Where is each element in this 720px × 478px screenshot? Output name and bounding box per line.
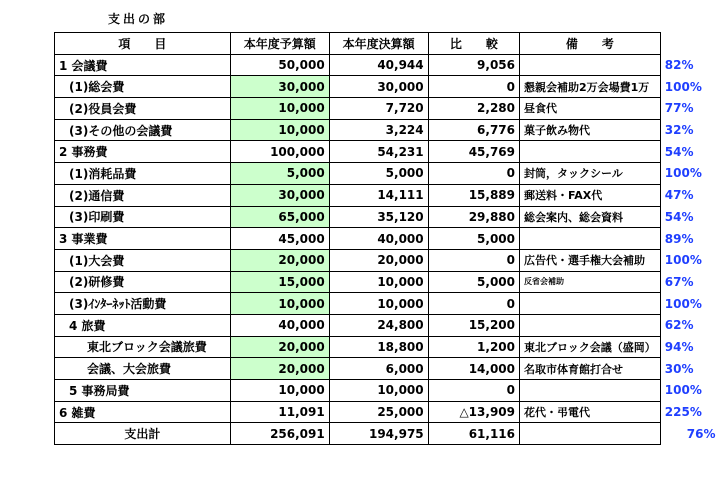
cell-item[interactable]: 2 事務費 [55,141,231,163]
expense-table [54,32,720,445]
cell-diff[interactable]: 0 [428,249,519,271]
cell-diff[interactable]: 45,769 [428,141,519,163]
cell-percent: 82% [664,58,694,73]
cell-diff[interactable]: 1,200 [428,336,519,358]
cell-budget[interactable]: 50,000 [230,54,329,76]
cell-diff[interactable]: △13,909 [428,401,519,423]
cell-note[interactable]: 名取市体育館打合せ [520,358,661,380]
cell-budget[interactable]: 10,000 [230,98,329,120]
table-row [55,228,720,250]
cell-budget[interactable]: 40,000 [230,314,329,336]
cell-item[interactable]: 1 会議費 [55,54,231,76]
table-row [55,206,720,228]
cell-diff[interactable]: 2,280 [428,98,519,120]
cell-note[interactable]: 反省会補助 [520,271,661,293]
table-row [55,98,720,120]
table-row [55,163,720,185]
cell-budget[interactable]: 10,000 [230,380,329,402]
cell-item[interactable]: 会議、大会旅費 [55,358,231,380]
cell-item[interactable]: (2)研修費 [55,271,231,293]
cell-diff[interactable]: 0 [428,293,519,315]
table-row [55,314,720,336]
cell-budget[interactable]: 11,091 [230,401,329,423]
cell-note[interactable]: 菓子飲み物代 [520,119,661,141]
cell-actual[interactable]: 14,111 [329,184,428,206]
cell-item[interactable]: 東北ブロック会議旅費 [55,336,231,358]
cell-percent: 225% [664,405,702,420]
cell-budget[interactable]: 10,000 [230,293,329,315]
cell-actual[interactable]: 24,800 [329,314,428,336]
cell-actual[interactable]: 20,000 [329,249,428,271]
cell-note[interactable] [520,228,661,250]
cell-actual[interactable]: 18,800 [329,336,428,358]
cell-diff[interactable]: 14,000 [428,358,519,380]
cell-actual[interactable]: 194,975 [329,423,428,445]
table-row [55,336,720,358]
cell-item[interactable]: (1)消耗品費 [55,163,231,185]
cell-budget[interactable]: 45,000 [230,228,329,250]
cell-percent: 100% [664,383,702,398]
cell-budget[interactable]: 10,000 [230,119,329,141]
cell-actual[interactable]: 10,000 [329,271,428,293]
table-row [55,141,720,163]
cell-budget[interactable]: 65,000 [230,206,329,228]
cell-percent: 47% [664,188,694,203]
cell-percent: 100% [664,166,702,181]
cell-note[interactable] [520,141,661,163]
cell-actual[interactable]: 54,231 [329,141,428,163]
cell-actual[interactable]: 10,000 [329,293,428,315]
cell-percent: 76% [686,426,716,441]
table-row [55,401,720,423]
cell-item[interactable]: 支出計 [55,423,231,445]
cell-actual[interactable]: 6,000 [329,358,428,380]
table-row [55,249,720,271]
cell-percent: 30% [664,361,694,376]
cell-actual[interactable]: 10,000 [329,380,428,402]
cell-note[interactable]: 懇親会補助2万会場費1万 [520,76,661,98]
cell-percent: 100% [664,79,702,94]
cell-percent: 100% [664,296,702,311]
cell-diff[interactable]: 61,116 [428,423,519,445]
cell-item[interactable]: (3)その他の会議費 [55,119,231,141]
cell-note[interactable]: 広告代・選手権大会補助 [520,249,661,271]
section-title: 支出の部 [108,12,169,26]
header-budget[interactable]: 本年度予算額 [230,33,329,55]
cell-note[interactable]: 東北ブロック会議（盛岡） [520,336,661,358]
cell-diff[interactable]: 5,000 [428,228,519,250]
table-row [55,271,720,293]
cell-note[interactable]: 花代・弔電代 [520,401,661,423]
cell-actual[interactable]: 30,000 [329,76,428,98]
cell-item[interactable]: 6 雑費 [55,401,231,423]
cell-actual[interactable]: 40,944 [329,54,428,76]
cell-item[interactable]: (3)ｲﾝﾀｰﾈｯﾄ活動費 [55,293,231,315]
cell-note[interactable] [520,423,661,445]
cell-item[interactable]: (1)総会費 [55,76,231,98]
cell-percent: 89% [664,231,694,246]
cell-note[interactable] [520,293,661,315]
cell-diff[interactable]: 0 [428,380,519,402]
cell-diff[interactable]: 5,000 [428,271,519,293]
cell-percent: 77% [664,101,694,116]
cell-percent: 54% [664,144,694,159]
cell-diff[interactable]: 15,200 [428,314,519,336]
cell-percent: 62% [664,318,694,333]
cell-note[interactable] [520,314,661,336]
cell-actual[interactable]: 35,120 [329,206,428,228]
cell-item[interactable]: (3)印刷費 [55,206,231,228]
cell-actual[interactable]: 25,000 [329,401,428,423]
cell-budget[interactable]: 30,000 [230,76,329,98]
cell-actual[interactable]: 7,720 [329,98,428,120]
cell-note[interactable]: 郵送料・FAX代 [520,184,661,206]
cell-percent: 54% [664,209,694,224]
cell-item[interactable]: (2)通信費 [55,184,231,206]
cell-diff[interactable]: 0 [428,76,519,98]
table-body [55,54,720,444]
cell-percent: 94% [664,339,694,354]
cell-note[interactable]: 封筒，タックシール [520,163,661,185]
cell-budget[interactable]: 20,000 [230,249,329,271]
table-row [55,358,720,380]
header-diff[interactable]: 比 較 [428,33,519,55]
cell-diff[interactable]: 0 [428,163,519,185]
cell-actual[interactable]: 40,000 [329,228,428,250]
table-row [55,76,720,98]
cell-percent: 32% [664,123,694,138]
cell-item[interactable]: 3 事業費 [55,228,231,250]
cell-budget[interactable]: 15,000 [230,271,329,293]
cell-budget[interactable]: 256,091 [230,423,329,445]
cell-diff[interactable]: 9,056 [428,54,519,76]
cell-budget[interactable]: 20,000 [230,336,329,358]
cell-diff[interactable]: 6,776 [428,119,519,141]
cell-diff[interactable]: 15,889 [428,184,519,206]
table-row [55,293,720,315]
header-note[interactable]: 備 考 [520,33,661,55]
table-row [55,54,720,76]
cell-note[interactable] [520,54,661,76]
cell-budget[interactable]: 100,000 [230,141,329,163]
header-row [55,33,720,55]
cell-note[interactable]: 昼食代 [520,98,661,120]
cell-budget[interactable]: 30,000 [230,184,329,206]
cell-actual[interactable]: 5,000 [329,163,428,185]
cell-diff[interactable]: 29,880 [428,206,519,228]
cell-item[interactable]: 5 事務局費 [55,380,231,402]
cell-note[interactable] [520,380,661,402]
table-row [55,184,720,206]
cell-budget[interactable]: 20,000 [230,358,329,380]
cell-item[interactable]: (2)役員会費 [55,98,231,120]
cell-percent: 100% [664,253,702,268]
cell-note[interactable]: 総会案内、総会資料 [520,206,661,228]
cell-item[interactable]: (1)大会費 [55,249,231,271]
cell-item[interactable]: 4 旅費 [55,314,231,336]
cell-percent: 67% [664,274,694,289]
table-row [55,423,720,445]
header-item[interactable]: 項 目 [55,33,231,55]
header-actual[interactable]: 本年度決算額 [329,33,428,55]
cell-actual[interactable]: 3,224 [329,119,428,141]
table-row [55,380,720,402]
cell-budget[interactable]: 5,000 [230,163,329,185]
table-row [55,119,720,141]
